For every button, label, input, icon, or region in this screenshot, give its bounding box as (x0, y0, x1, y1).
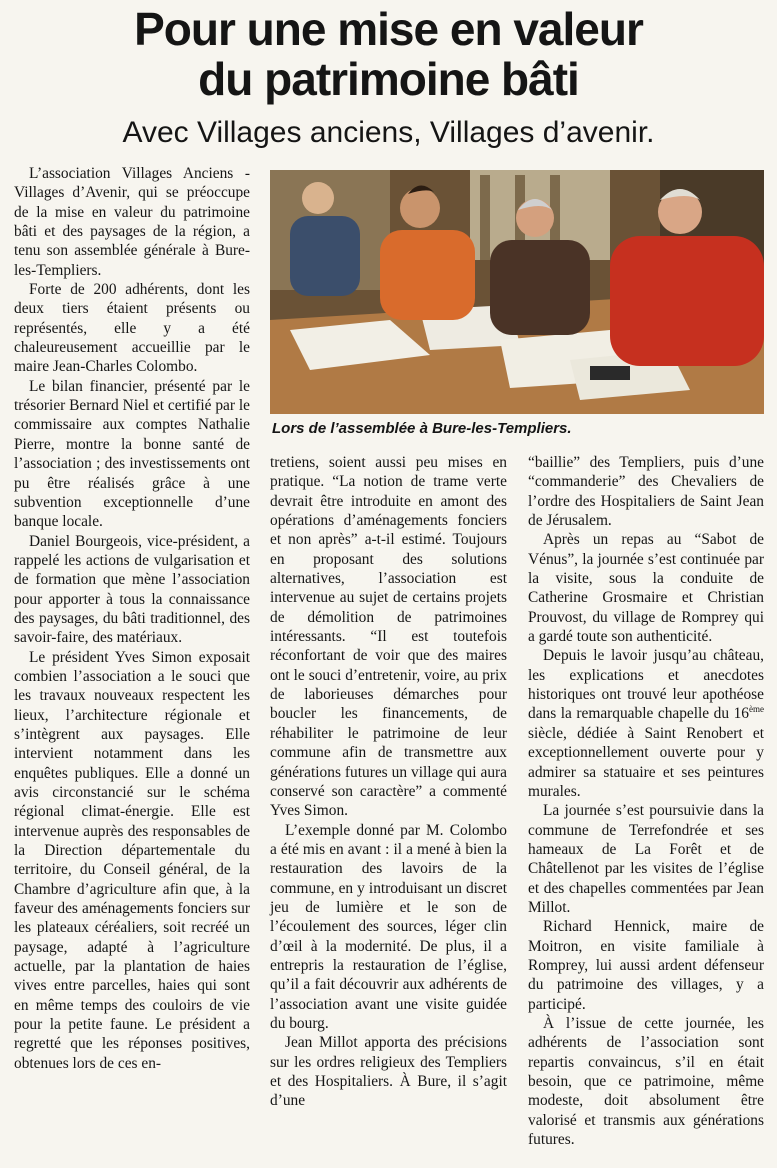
headline-line-1: Pour une mise en valeur (134, 3, 643, 55)
paragraph: Daniel Bourgeois, vice-président, a rappelé les actions de vulgarisation et de formation que mène l’association pour apporter à tous la connaissance des paysages, du bâti traditionnel, des savoir-faire, des matériaux. (14, 532, 250, 647)
superscript: ème (749, 704, 764, 715)
paragraph-part: Depuis le lavoir jusqu’au château, les explications et anecdotes historiques ont trouvé leur apothéose dans la remarquable chapelle du 16 (528, 647, 764, 723)
paragraph (528, 646, 764, 801)
text-column-3 (528, 453, 764, 1149)
article-headline (0, 4, 777, 104)
paragraph: Forte de 200 adhérents, dont les deux tiers étaient présents ou représentés, elle y a été chaleureusement accueillie par le maire Jean-Charles Colombo. (14, 281, 250, 376)
paragraph: Richard Hennick, maire de Moitron, en visite familiale à Romprey, lui aussi ardent défenseur du patrimoine des villages, y a participé. (528, 918, 764, 1013)
paragraph: “baillie” des Templiers, puis d’une “commanderie” des Chevaliers de l’ordre des Hospitaliers de Saint Jean de Jérusalem. (528, 454, 764, 530)
paragraph: Le président Yves Simon exposait combien l’association a le souci que les travaux nouveaux respectent les lieux, l’architecture régionale et s’intègrent aux paysages. Elle intervient notamment dans les enquêtes publiques. Elle a donné un avis circonstancié sur le schéma régional climat-énergie. Elle est intervenue auprès des responsables de la Direction départementale du territoire, du Conseil général, de la Chambre d’agriculture afin que, à la faveur des aménagements fonciers sur les plateaux céréaliers, soit recréé un paysage, adapté à l’agriculture actuelle, par la plantation de haies vives entre parcelles, haies qui sont en même temps des couloirs de vie pour la petite faune. Le président a regretté que les réponses positives, obtenues lors de ces en- (14, 648, 250, 1072)
paragraph: Après un repas au “Sabot de Vénus”, la journée s’est continuée par la visite, sous la conduite de Catherine Grosmaire et Christian Prouvost, du village de Romprey qui a gardé toute son authenticité. (528, 531, 764, 646)
text-column-2 (270, 453, 507, 1111)
paragraph: L’association Villages Anciens - Villages d’Avenir, qui se préoccupe de la mise en valeur du patrimoine bâti et des paysages de la région, a tenu son assemblée générale à Bure-les-Templiers. (14, 165, 250, 279)
paragraph: La journée s’est poursuivie dans la commune de Terrefondrée et ses hameaux de La Forêt et de Châtellenot par les visites de l’église et des chapelles commentées par Jean Millot. (528, 802, 764, 916)
paragraph: Le bilan financier, présenté par le trésorier Bernard Niel et certifié par le commissaire aux comptes Nathalie Pierre, montre la bonne santé de l’association ; des investissements ont pu être réalisés grâce à une subvention exceptionnelle d’une banque locale. (14, 377, 250, 531)
meeting-photo-illustration (270, 170, 764, 414)
paragraph: L’exemple donné par M. Colombo a été mis en avant : il a mené à bien la restauration des lavoirs de la commune, en y introduisant un discret jeu de lumière et le son de l’écoulement des sources, léger clin d’œil à la modernité. De plus, il a entrepris la restauration de l’église, qu’il a fait découvrir aux adhérents de l’association avant une visite guidée du bourg. (270, 821, 507, 1032)
article-subtitle: Avec Villages anciens, Villages d’avenir. (122, 116, 655, 149)
paragraph: À l’issue de cette journée, les adhérents de l’association sont repartis convaincus, s’il en était besoin, que ce patrimoine, même modeste, doit absolument être valorisé et transmis aux générations futures. (528, 1014, 764, 1149)
paragraph: tretiens, soient aussi peu mises en pratique. “La notion de trame verte devrait être introduite en amont des opérations d’aménagements fonciers et non après” a-t-il estimé. Toujours en proposant des solutions alternatives, l’association est intervenue au sujet de certains projets de démolition de patrimoines intéressants. “Il est toutefois réconfortant de voir que des maires ont le souci d’entretenir, voire, au prix de laborieuses démarches pour boucler les financements, de réhabiliter le patrimoine de leur commune afin de transmettre aux générations futures un village qui aura conservé son caractère” a commenté Yves Simon. (270, 454, 507, 820)
meeting-photo (270, 170, 764, 414)
headline-line-2: du patrimoine bâti (198, 53, 579, 105)
photo-caption: Lors de l’assemblée à Bure-les-Templiers. (272, 420, 572, 437)
paragraph: Jean Millot apporta des précisions sur les ordres religieux des Templiers et des Hospitaliers. À Bure, il s’agit d’une (270, 1034, 507, 1110)
paragraph-part: siècle, dédiée à Saint Renobert et exceptionnellement ouverte pour y admirer sa statuaire et ses peintures murales. (528, 724, 764, 800)
text-column-1 (14, 164, 250, 1073)
